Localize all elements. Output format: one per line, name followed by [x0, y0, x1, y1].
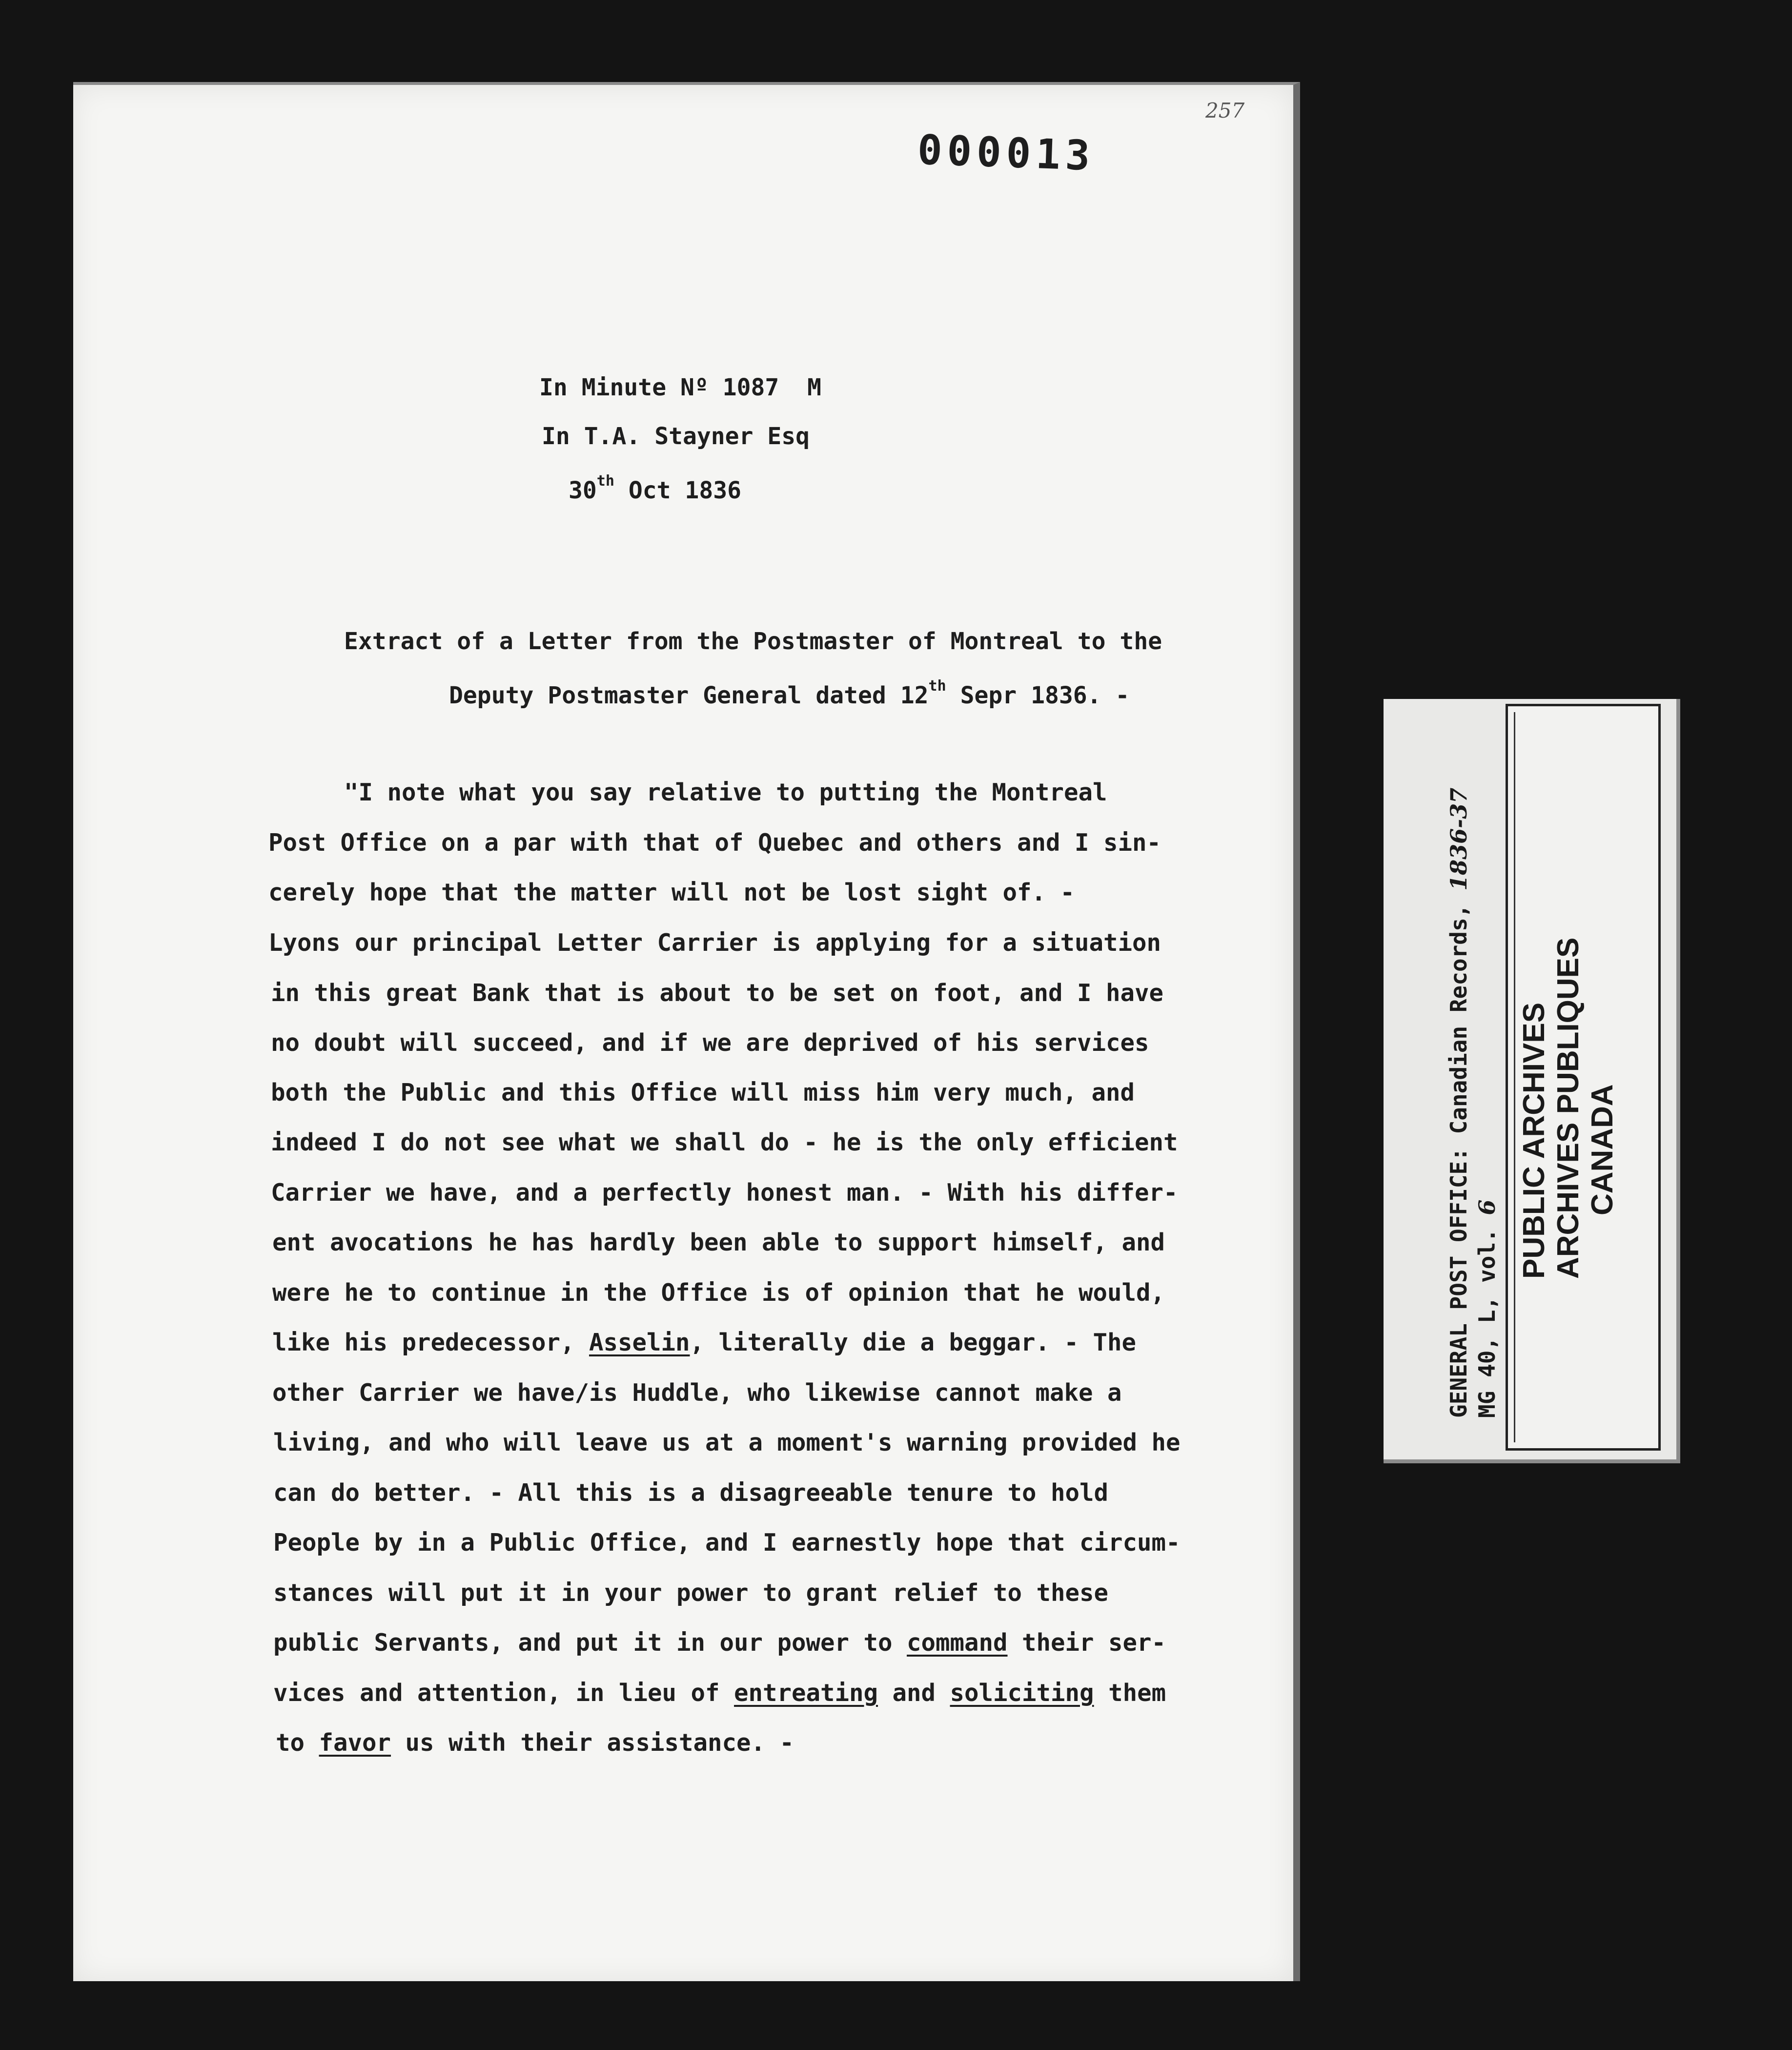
body-line: were he to continue in the Office is of opinion that he would,: [272, 1279, 1165, 1307]
body-line: other Carrier we have/is Huddle, who likewise cannot make a: [272, 1379, 1122, 1407]
archives-stamp-line1: PUBLIC ARCHIVES: [1517, 1002, 1551, 1279]
body-line: stances will put it in your power to grant relief to these: [273, 1579, 1109, 1607]
body-line: like his predecessor, Asselin, literally die a beggar. - The: [272, 1329, 1137, 1356]
heading-recipient: In T.A. Stayner Esq: [542, 423, 810, 450]
body-line: both the Public and this Office will miss him very much, and: [271, 1079, 1135, 1107]
folio-number: 257: [1205, 99, 1245, 123]
body-line: "I note what you say relative to putting the Montreal: [344, 779, 1107, 806]
body-line: public Servants, and put it in our power to command their ser-: [273, 1629, 1166, 1657]
body-line: Lyons our principal Letter Carrier is applying for a situation: [268, 929, 1161, 957]
body-line: Post Office on a par with that of Quebec and others and I sin-: [268, 829, 1161, 857]
archives-stamp-line3: CANADA: [1586, 1084, 1619, 1215]
body-line: indeed I do not see what we shall do - he is the only efficient: [271, 1128, 1178, 1156]
body-line: cerely hope that the matter will not be lost sight of. -: [268, 879, 1075, 906]
body-line: in this great Bank that is about to be set on foot, and I have: [271, 979, 1164, 1007]
extract-title-line1: Extract of a Letter from the Postmaster of Montreal to the: [344, 628, 1162, 655]
body-line: living, and who will leave us at a moment's warning provided he: [273, 1429, 1181, 1456]
archives-stamp-line2: ARCHIVES PUBLIQUES: [1551, 937, 1585, 1279]
heading-minute: In Minute Nº 1087 M: [539, 374, 821, 401]
body-line: can do better. - All this is a disagreeable tenure to hold: [273, 1479, 1109, 1507]
body-line: People by in a Public Office, and I earnestly hope that circum-: [273, 1529, 1181, 1557]
body-line: vices and attention, in lieu of entreating and soliciting them: [273, 1679, 1166, 1707]
body-line: no doubt will succeed, and if we are deprived of his services: [271, 1029, 1149, 1057]
stamp-number: 000013: [916, 125, 1096, 180]
body-line: ent avocations he has hardly been able to support himself, and: [272, 1229, 1165, 1256]
extract-title-line2: Deputy Postmaster General dated 12th Sepr 1836. -: [449, 677, 1130, 709]
heading-date: 30th Oct 1836: [569, 472, 742, 504]
body-line: to favor us with their assistance. -: [276, 1729, 794, 1757]
label-collection-line: GENERAL POST OFFICE: Canadian Records, 1836-37: [1446, 787, 1472, 1418]
document-page: [73, 82, 1300, 1981]
body-line: Carrier we have, and a perfectly honest man. - With his differ-: [271, 1179, 1178, 1207]
label-volume-line: MG 40, L, vol. 6: [1474, 1199, 1500, 1418]
